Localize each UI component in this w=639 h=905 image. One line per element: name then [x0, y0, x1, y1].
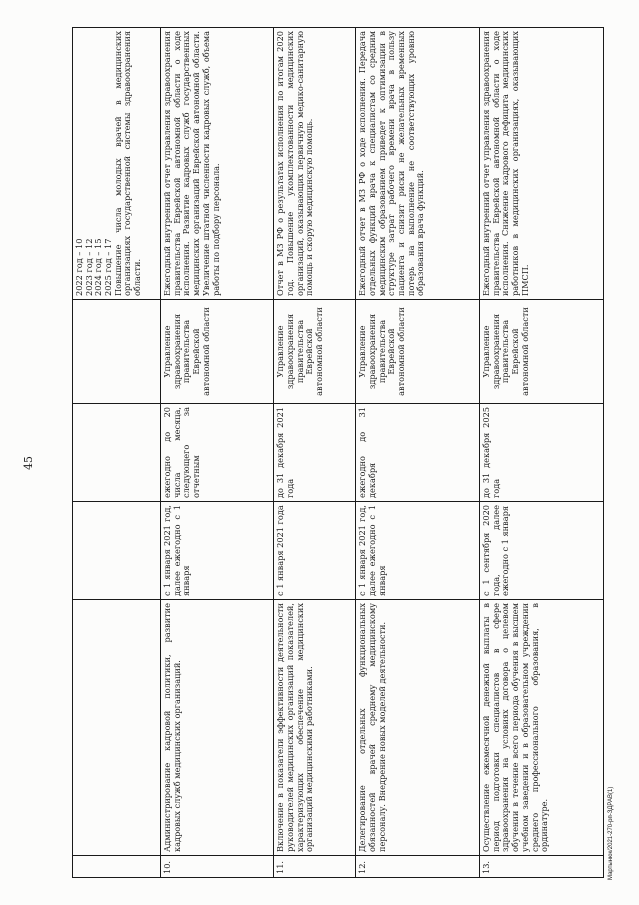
measure-cell: Осуществление ежемесячной денежной выплаты в период подготовки специалистов в сфере здравоохранения на условиях договора о целевом обучении в течение всего периода обучения в высшем учебном заведении и в образовательном учреждении среднего профессионального образования, в ординатуре. — [480, 600, 604, 856]
end-date-cell: до 31 декабря 2025 года — [480, 404, 604, 502]
measure-cell: Делегирование отдельных функциональных обязанностей врачей среднему медицинскому персоналу. Внедрение новых моделей деятельности. — [356, 600, 480, 856]
result-cell: Отчет в МЗ РФ о результатах исполнения по итогам 2020 год. Повышение укомплектованности медицинских организаций, оказывающих первичную медико-санитарную помощь и скорую медицинскую помощь. — [274, 28, 356, 300]
row-number: 13. — [480, 856, 604, 878]
result-cell: Ежегодный внутренний отчет управления здравоохранения правительства Еврейской автономной области о ходе исполнения. Снижение кадрового дефицита медицинских работников в медицинских организациях, оказывающих ПМСП. — [480, 28, 604, 300]
page-number: 45 — [22, 456, 35, 470]
row-number: 12. — [356, 856, 480, 878]
start-date-cell: с 1 января 2021 год, далее ежегодно с 1 января — [161, 502, 274, 600]
end-date-cell: ежегодно до 31 декабря — [356, 404, 480, 502]
end-date-cell: до 31 декабря 2021 года — [274, 404, 356, 502]
year-line: 2022 год – 10 — [74, 238, 84, 296]
table-row — [274, 28, 356, 878]
responsible-cell: Управление здравоохранения правительства Еврейской автономной области — [274, 300, 356, 404]
measures-table — [72, 27, 604, 878]
measure-cell: Включение в показатели эффективности деятельности руководителей медицинских организаций показателей, характеризующих обеспечение медицинских организаций медицинскими работниками. — [274, 600, 356, 856]
rotated-table-container — [72, 28, 604, 878]
year-line: 2023 год – 12 — [83, 238, 94, 296]
year-line: 2024 год – 15 — [93, 238, 104, 296]
responsible-cell: Управление здравоохранения правительства Еврейской автономной области — [480, 300, 604, 404]
end-date-cell: ежегодно до 20 числа месяца, следующего за отчетным — [161, 404, 274, 502]
start-date-cell: с 1 января 2021 года — [274, 502, 356, 600]
year-line: 2025 год – 17 — [103, 238, 114, 296]
result-cell: Ежегодный внутренний отчет управления здравоохранения правительства Еврейской автономной области о ходе исполнения. Развитие кадровых служб государственных медицинских организаций Еврейской автономной области. Увеличение штатной численности кадровых служб, объема работы по подбору персонала. — [161, 28, 274, 300]
table-row — [480, 28, 604, 878]
responsible-cell: Управление здравоохранения правительства Еврейской автономной области — [161, 300, 274, 404]
document-footer: Мартынюк/2021-270-рп-ЗДРАВ(1) — [608, 786, 614, 880]
responsible-cell: Управление здравоохранения правительства Еврейской автономной области — [356, 300, 480, 404]
result-cell: Ежегодный отчет в МЗ РФ о ходе исполнения. Передача отдельных функций врача к специалистам со средним медицинским образованием приведет к оптимизации в структуре затрат рабочего времени врача в пользу пациента и снизит риски не желательных временных потерь на выполнение не соответствующих уровню образования врача функций. — [356, 28, 480, 300]
row-number: 11. — [274, 856, 356, 878]
continuation-result-text: Повышение числа молодых врачей в медицинских организациях государственной системы здравоохранения области. — [112, 31, 143, 296]
row-number: 10. — [161, 856, 274, 878]
measure-cell: Администрирование кадровой политики, развитие кадровых служб медицинских организаций. — [161, 600, 274, 856]
table-row — [356, 28, 480, 878]
table-row-continuation — [73, 28, 161, 878]
start-date-cell: с 1 января 2021 год, далее ежегодно с 1 января — [356, 502, 480, 600]
continuation-result-cell — [73, 28, 161, 300]
table-row — [161, 28, 274, 878]
start-date-cell: с 1 сентября 2020 года, далее ежегодно с 1 января — [480, 502, 604, 600]
